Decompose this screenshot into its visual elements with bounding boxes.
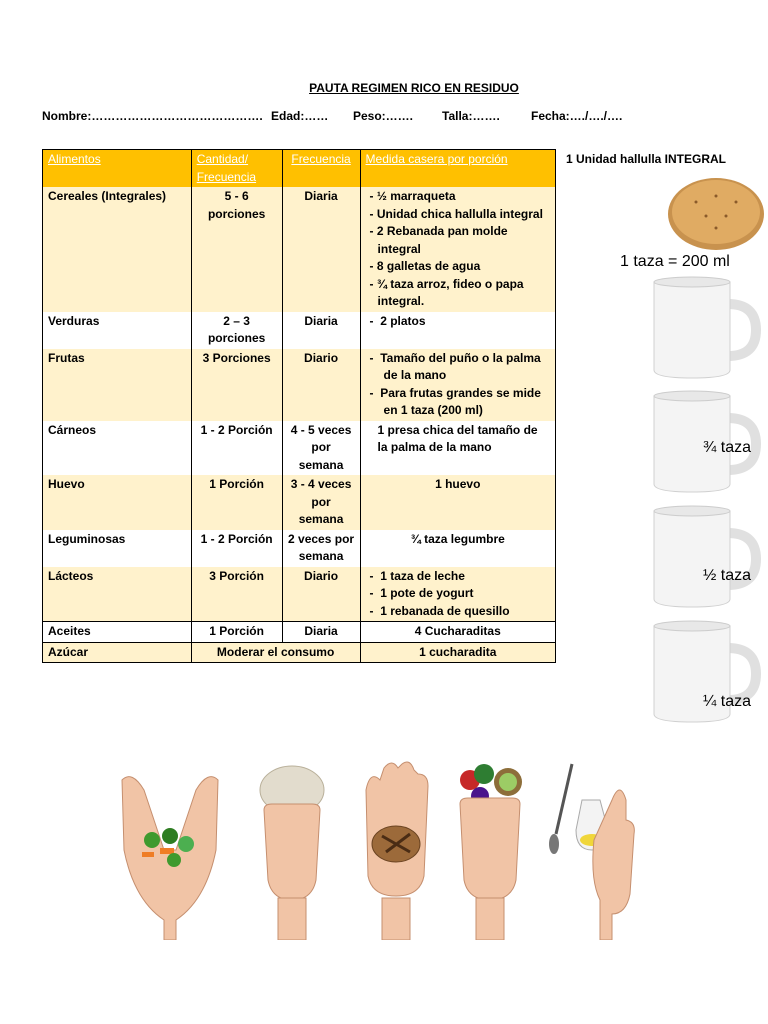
measure-cell: 1 huevo (360, 475, 555, 530)
freq-cell: Diaria (282, 312, 360, 349)
peso-field: Peso:……. (353, 109, 414, 123)
qty-cell: 1 Porción (191, 622, 282, 643)
table-row (43, 187, 556, 312)
header-cantidad: Cantidad/ Frecuencia (191, 150, 282, 188)
cup-label: 1 taza = 200 ml (620, 253, 730, 270)
freq-cell: 2 veces por semana (282, 530, 360, 567)
hallulla-bread-image (666, 172, 766, 252)
freq-cell: Diaria (282, 622, 360, 643)
page-title: PAUTA REGIMEN RICO EN RESIDUO (309, 81, 519, 95)
qty-cell: 2 – 3 porciones (191, 312, 282, 349)
qty-cell: 3 Porciones (191, 349, 282, 421)
measure-cell: 1 cucharadita (360, 642, 555, 663)
measure-item: - 2 platos (366, 313, 550, 331)
qty-cell: 1 - 2 Porción (191, 530, 282, 567)
food-cell: Frutas (43, 349, 192, 421)
freq-cell: Diaria (282, 187, 360, 312)
hand-meat-image (356, 760, 436, 940)
measure-cell (360, 349, 555, 421)
hand-rice-image (252, 760, 332, 940)
measure-item: - Para frutas grandes se mide en 1 taza (200 ml) (366, 385, 550, 420)
nombre-field: Nombre:……………………………………. (42, 109, 263, 123)
quarter-label: ¼ taza (703, 693, 752, 710)
table-row (43, 349, 556, 421)
food-cell: Cárneos (43, 421, 192, 476)
food-cell: Huevo (43, 475, 192, 530)
measure-cell: 1 presa chica del tamaño de la palma de la mano (360, 421, 555, 476)
measure-item: - Unidad chica hallulla integral (366, 206, 550, 224)
header-frecuencia: Frecuencia (282, 150, 360, 188)
spoon-oil-thumb-image (542, 760, 638, 940)
measure-item: - 2 Rebanada pan molde integral (366, 223, 550, 258)
table-row (43, 622, 556, 643)
edad-field: Edad:…… (271, 109, 329, 123)
qty-cell: 3 Porción (191, 567, 282, 622)
food-cell: Lácteos (43, 567, 192, 622)
measure-item: - 1 taza de leche (366, 568, 550, 586)
measure-item: - 1 pote de yogurt (366, 585, 550, 603)
cup-half-image (650, 505, 762, 609)
table-row (43, 421, 556, 476)
table-header (43, 150, 556, 188)
table-row (43, 567, 556, 622)
talla-field: Talla:……. (442, 109, 500, 123)
measure-item: - ½ marraqueta (366, 188, 550, 206)
cup-1-taza-image (650, 276, 762, 380)
table-row (43, 530, 556, 567)
food-cell: Verduras (43, 312, 192, 349)
table-row (43, 642, 556, 663)
freq-cell: 4 - 5 veces por semana (282, 421, 360, 476)
food-cell: Cereales (Integrales) (43, 187, 192, 312)
food-cell: Aceites (43, 622, 192, 643)
measure-cell (360, 187, 555, 312)
header-medida: Medida casera por porción (360, 150, 555, 188)
measure-item: - Tamaño del puño o la palma de la mano (366, 350, 550, 385)
table-row (43, 475, 556, 530)
measure-cell: 4 Cucharaditas (360, 622, 555, 643)
freq-cell: Diario (282, 567, 360, 622)
three-quarter-label: ¾ taza (703, 439, 752, 456)
qty-cell: 1 - 2 Porción (191, 421, 282, 476)
qty-cell: 1 Porción (191, 475, 282, 530)
diet-table (42, 149, 556, 663)
table-row (43, 312, 556, 349)
hand-fruits-image (450, 760, 530, 940)
qty-freq-cell: Moderar el consumo (191, 642, 360, 663)
food-cell: Azúcar (43, 642, 192, 663)
measure-cell (360, 312, 555, 349)
half-label: ½ taza (703, 567, 752, 584)
freq-cell: 3 - 4 veces por semana (282, 475, 360, 530)
food-cell: Leguminosas (43, 530, 192, 567)
measure-cell: ¾ taza legumbre (360, 530, 555, 567)
measure-item: - ¾ taza arroz, fideo o papa integral. (366, 276, 550, 311)
qty-cell: 5 - 6 porciones (191, 187, 282, 312)
cupped-hands-vegetables-image (112, 760, 228, 940)
measure-item: - 8 galletas de agua (366, 258, 550, 276)
fecha-field: Fecha:…./…./…. (531, 109, 623, 123)
measure-cell (360, 567, 555, 622)
freq-cell: Diario (282, 349, 360, 421)
header-alimentos: Alimentos (43, 150, 192, 188)
measure-item: - 1 rebanada de quesillo (366, 603, 550, 621)
hallulla-label: 1 Unidad hallulla INTEGRAL (566, 152, 727, 166)
